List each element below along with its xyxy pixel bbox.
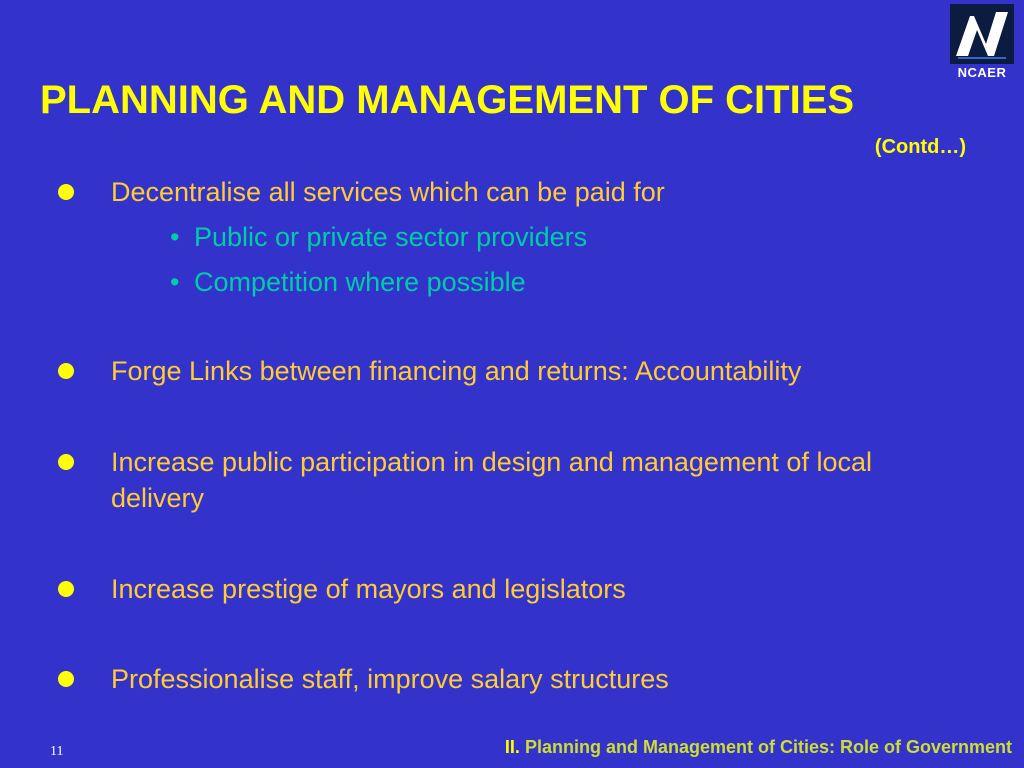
bullet-text: Professionalise staff, improve salary structures [111, 664, 669, 694]
bullet-text: Forge Links between financing and returns: Accountability [111, 356, 802, 386]
bullet-text: Decentralise all services which can be paid for [111, 177, 665, 207]
sub-list-item [170, 264, 526, 300]
sub-bullet-icon: • [170, 222, 180, 252]
logo-text: NCAER [957, 65, 1007, 80]
footer-section-text: Planning and Management of Cities: Role of Government [524, 737, 1012, 757]
bullet-dot-icon [58, 363, 74, 379]
n-logo-icon [950, 4, 1014, 64]
bullet-text: Increase prestige of mayors and legislators [111, 574, 626, 604]
sub-bullet-text: Public or private sector providers [194, 222, 588, 252]
page-number: 11 [50, 744, 64, 759]
sub-bullet-text: Competition where possible [194, 267, 526, 297]
footer-section-number: II. [504, 737, 520, 757]
page-title: PLANNING AND MANAGEMENT OF CITIES [40, 78, 855, 122]
bullet-dot-icon [58, 671, 74, 687]
bullet-text: Increase public participation in design and management of local delivery [111, 447, 872, 513]
ncaer-logo-mark [950, 4, 1014, 64]
bullet-dot-icon [58, 184, 74, 200]
sub-list-item [170, 219, 587, 255]
ncaer-logo [950, 4, 1014, 84]
bullet-dot-icon [58, 581, 74, 597]
footer-section-title [505, 737, 1012, 758]
bullet-dot-icon [58, 454, 74, 470]
page-subtitle: (Contd…) [874, 136, 966, 158]
sub-bullet-icon: • [170, 267, 180, 297]
